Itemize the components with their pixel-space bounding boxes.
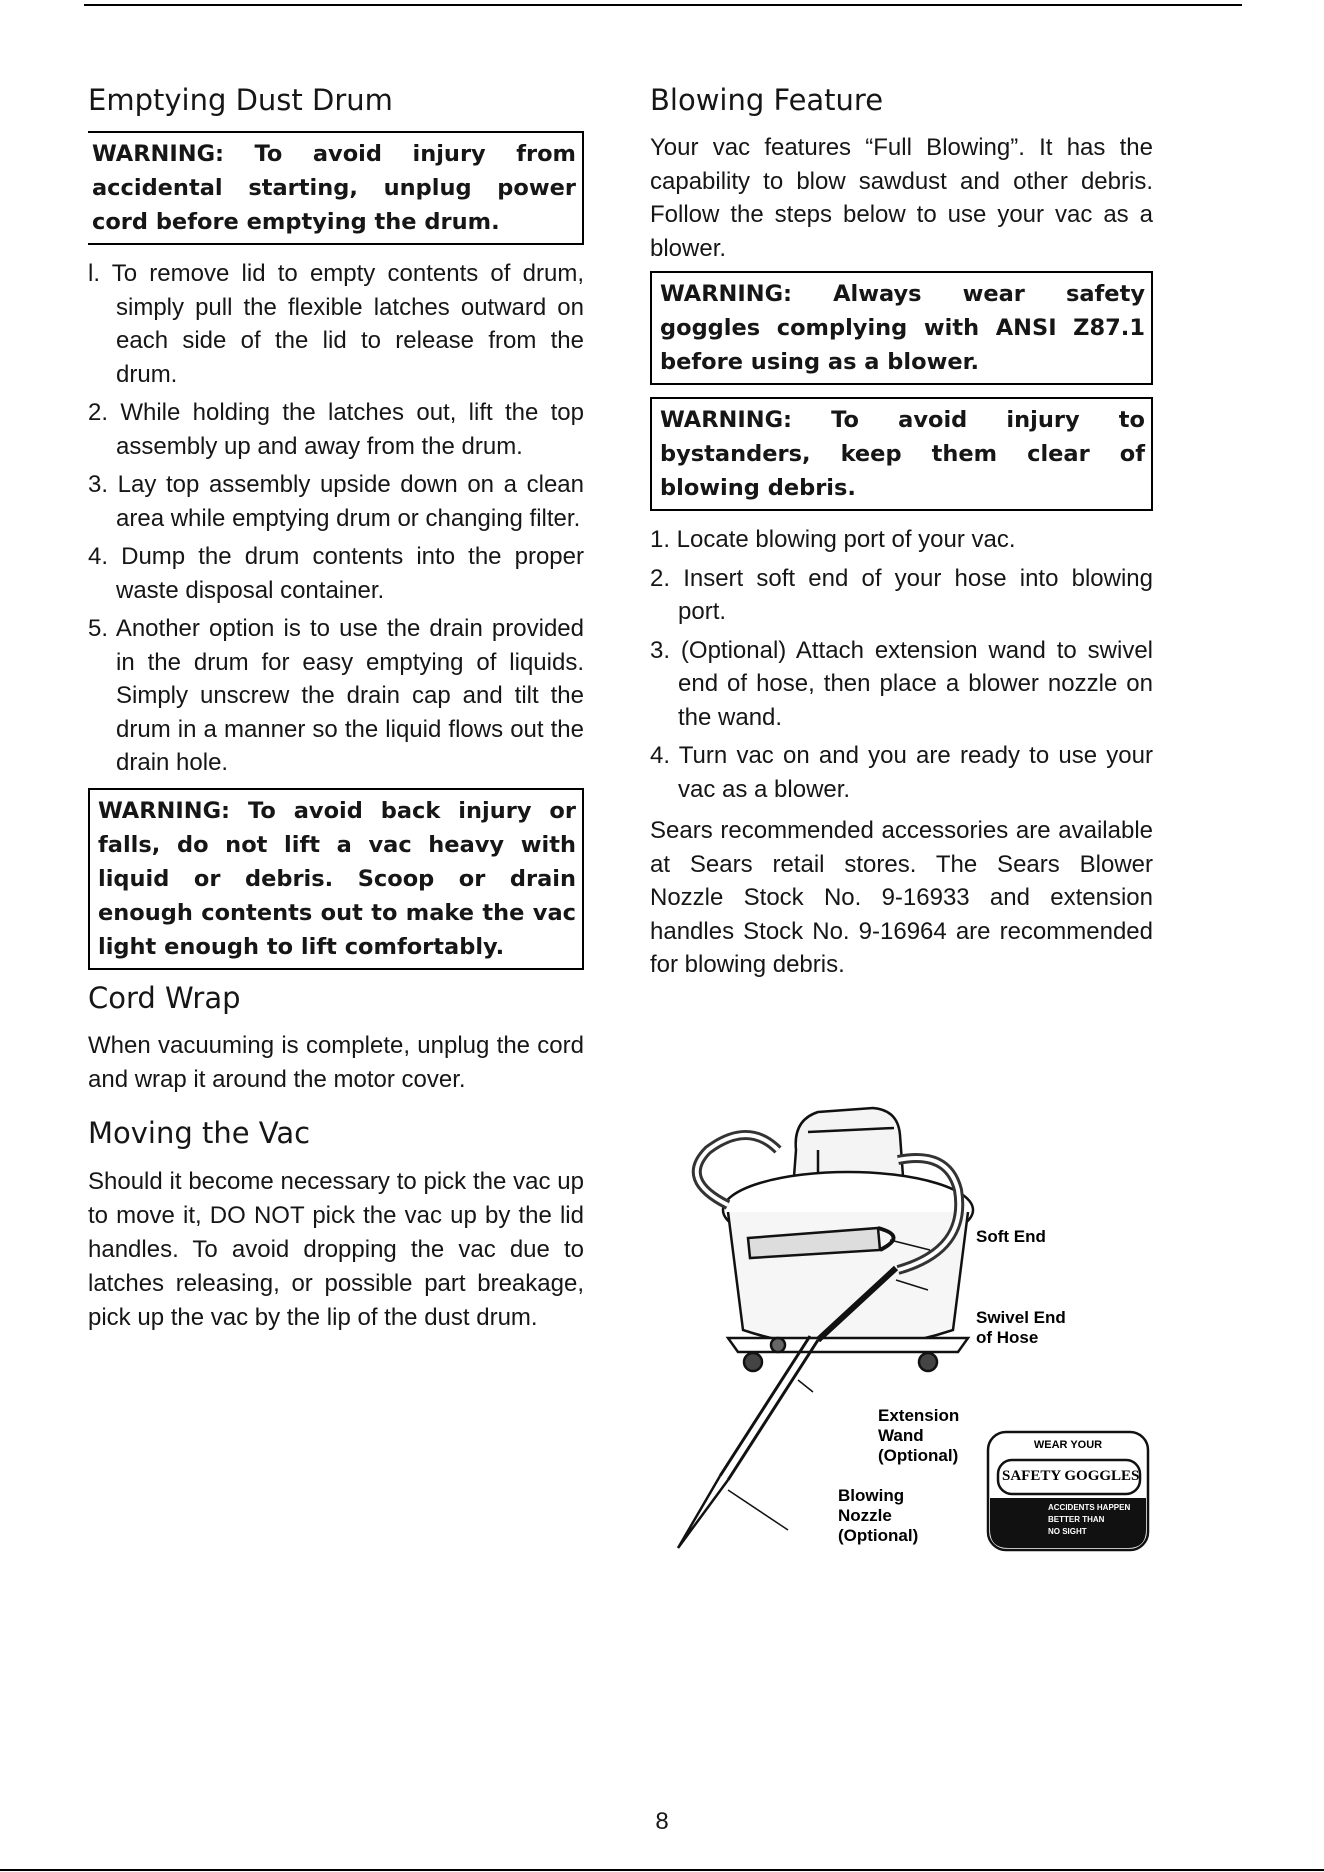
right-column [650,84,1153,988]
left-column [88,84,584,1341]
moving-the-vac-text: Should it become necessary to pick the vac up to move it, DO NOT pick the vac up by the lid handles. To avoid dropping the vac due to latches releasing, or possible part breakage, pick up the vac by the lip of the dust drum. [88,1167,584,1331]
list-item: 2. Insert soft end of your hose into blowing port. [650,564,1153,626]
list-item: 1. Locate blowing port of your vac. [650,526,1016,554]
swivel-end-label: Swivel End of Hose [976,1308,1066,1347]
unplug-warning-box: WARNING: To avoid injury from accidental starting, unplug power cord before emptying the drum. [88,131,584,245]
list-item: 3. Lay top assembly upside down on a clean area while emptying drum or changing filter. [88,471,584,532]
list-item: 5. Another option is to use the drain provided in the drum for easy emptying of liquids. Simply unscrew the drain cap and tilt the drum in a manner so the liquid flows out the drain hole. [88,615,584,777]
list-item: 3. (Optional) Attach extension wand to swivel end of hose, then place a blower nozzle on the wand. [650,636,1153,731]
blower-vac-illustration [668,1090,1168,1560]
extension-wand-label: Extension Wand (Optional) [878,1406,960,1465]
list-item: 4. Turn vac on and you are ready to use your vac as a blower. [650,742,1153,803]
soft-end-label: Soft End [976,1227,1046,1246]
emptying-steps-list [88,257,584,780]
list-item: l. To remove lid to empty contents of drum, simply pull the flexible latches outward on each side of the lid to release from the drum. [88,260,584,388]
blowing-steps-list [650,523,1153,806]
list-item: 4. Dump the drum contents into the proper waste disposal container. [88,543,584,604]
cord-wrap-text: When vacuuming is complete, unplug the cord and wrap it around the motor cover. [88,1032,584,1094]
blowing-intro-text: Your vac features “Full Blowing”. It has the capability to blow sawdust and other debris. Follow the steps below to use your vac as a blower. [650,134,1153,262]
moving-the-vac-heading: Moving the Vac [88,1116,311,1151]
accessories-text: Sears recommended accessories are available at Sears retail stores. The Sears Blower Nozzle Stock No. 9-16933 and extension handles Stock No. 9-16964 are recommended for blowing debris. [650,817,1153,979]
blowing-nozzle-label: Blowing Nozzle (Optional) [838,1486,919,1545]
bystanders-warning-box: WARNING: To avoid injury to bystanders, keep them clear of blowing debris. [650,397,1153,511]
page-number: 8 [655,1808,669,1835]
badge-bottom-text: ACCIDENTS HAPPEN BETTER THAN NO SIGHT [1048,1503,1131,1536]
emptying-dust-drum-heading: Emptying Dust Drum [88,83,393,117]
cord-wrap-heading: Cord Wrap [88,980,241,1015]
bottom-rule [0,1869,1324,1871]
top-rule [84,4,1242,6]
badge-top-text: WEAR YOUR [1033,1439,1103,1451]
back-injury-warning-box: WARNING: To avoid back injury or falls, do not lift a vac heavy with liquid or debris. Scoop or drain enough contents out to make the vac light enough to lift comfortably. [88,788,584,970]
badge-main-text: SAFETY GOGGLES [1002,1468,1140,1484]
blowing-feature-heading: Blowing Feature [650,83,884,117]
goggles-warning-box: WARNING: Always wear safety goggles complying with ANSI Z87.1 before using as a blower. [650,271,1153,385]
list-item: 2. While holding the latches out, lift the top assembly up and away from the drum. [88,399,584,460]
